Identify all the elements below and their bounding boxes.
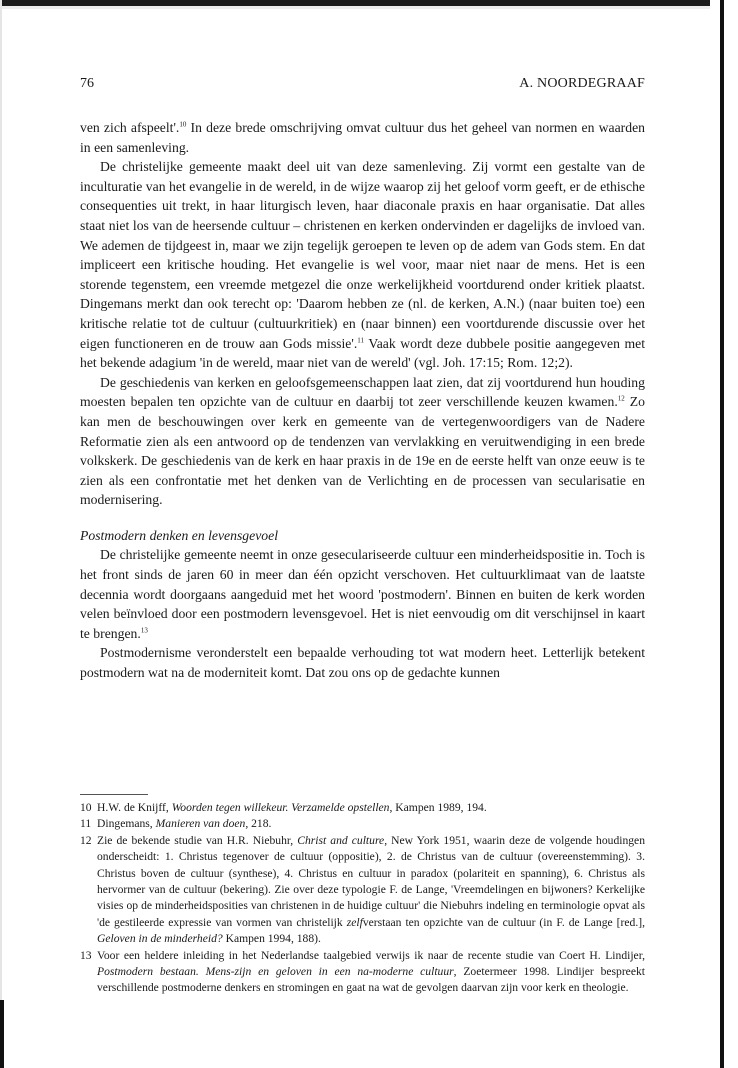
scan-border-left — [0, 0, 2, 1068]
body-text — [80, 118, 645, 683]
footnote-12-text-c: verstaan ten opzichte van de cultuur (in F. de Lange [red.], — [362, 915, 645, 929]
footnote-text — [97, 800, 645, 816]
footnote-12 — [80, 833, 645, 948]
page-header — [80, 76, 645, 96]
footnote-ref-11: 11 — [357, 335, 365, 344]
paragraph-3 — [80, 373, 645, 510]
scan-border-top-gap — [0, 6, 738, 9]
footnote-12-title-2: Geloven in de minderheid? — [97, 932, 223, 946]
footnote-13-text-a: Voor een heldere inleiding in het Nederlandse taalgebied verwijs ik naar de recente studie van Coert H. Lindijer, — [97, 948, 645, 962]
footnote-12-text-a: Zie de bekende studie van H.R. Niebuhr, — [97, 833, 298, 847]
footnote-10-text-b: , Kampen 1989, 194. — [389, 801, 487, 814]
footnote-text — [97, 816, 645, 832]
paragraph-1 — [80, 118, 645, 157]
paragraph-1-text-b: In deze brede omschrijving omvat cultuur dus het geheel van normen en waarden in een samenleving. — [80, 120, 645, 155]
paragraph-1-text-a: ven zich afspeelt'. — [80, 120, 180, 135]
footnote-number: 10 — [80, 801, 92, 814]
footnote-12-italic: zelf — [346, 915, 363, 929]
footnote-number: 11 — [80, 817, 92, 831]
footnote-13 — [80, 948, 645, 997]
footnote-10 — [80, 800, 645, 816]
footnote-12-title: Christ and culture — [297, 833, 385, 847]
footnote-11-text-b: , 218. — [245, 817, 272, 831]
paragraph-4 — [80, 545, 645, 643]
footnote-12-text-d: Kampen 1994, 188). — [222, 932, 321, 946]
footnote-text — [97, 948, 645, 997]
footnote-11-text-a: Dingemans, — [97, 817, 156, 831]
paragraph-3-text-a: De geschiedenis van kerken en geloofsgemeenschappen laat zien, dat zij voortdurend hun houding moesten bepalen ten opzichte van de cultuur en daarbij tot zeer verschillende keuzen kwamen. — [80, 374, 645, 410]
footnote-11-title: Manieren van doen — [155, 817, 246, 831]
footnote-ref-10: 10 — [179, 120, 187, 129]
footnote-number: 12 — [80, 833, 92, 847]
footnote-ref-12: 12 — [617, 394, 625, 403]
footnote-13-text-b: , Zoetermeer 1998. Lindijer bespreekt verschillende postmoderne denkers en stromingen en gaat na wat de gevolgen daarvan zijn voor kerk en theologie. — [97, 965, 645, 995]
footnotes — [80, 800, 645, 997]
footnote-13-title: Postmodern bestaan. Mens-zijn en geloven in een na-moderne cultuur — [97, 965, 454, 979]
paragraph-2-text-a: De christelijke gemeente maakt deel uit van deze samenleving. Zij vormt een gestalte van de inculturatie van het evangelie in de wereld, in de wijze waarop zij het geloof vorm geeft, er de ethische consequenties uit trekt, in haar liturgisch leven, haar diaconale praxis en haar organisatie. Dat alles staat niet los van de heersende cultuur – christenen en kerken ondervinden er dagelijks de invloed van. We ademen de tijdgeest in, maar we zijn tegelijk geroepen te leven op de adem van Gods stem. En dat impliceert een kritische houding. Het evangelie is wel voor, maar niet naar de mens. Het is een storende tegenstem, een vreemde metgezel die onze werkelijkheid voortdurend onder kritiek plaatst. Dingemans merkt dan ook terecht op: 'Daarom hebben ze (nl. de kerken, A.N.) (naar buiten toe) een kritische relatie tot de cultuur (cultuurkritiek) en (naar binnen) een voortdurende discussie over het eigen functioneren en de trouw aan Gods missie'. — [80, 159, 645, 351]
paragraph-2 — [80, 157, 645, 373]
paragraph-2-text-b: Vaak wordt deze dubbele positie aangegeven met het bekende adagium 'in de wereld, maar niet van de wereld' (vgl. Joh. 17:15; Rom. 12;2). — [80, 335, 645, 371]
footnote-11 — [80, 816, 645, 832]
running-head: A. NOORDEGRAAF — [519, 76, 645, 91]
footnote-10-text-a: H.W. de Knijff, — [97, 801, 172, 814]
footnote-number: 13 — [80, 948, 92, 962]
footnote-ref-13: 13 — [140, 626, 148, 635]
scan-mark-bottom-left — [0, 1000, 28, 1068]
footnote-10-title: Woorden tegen willekeur. Verzamelde opstellen — [171, 801, 390, 814]
scan-border-right — [710, 0, 738, 1068]
section-heading: Postmodern denken en levensgevoel — [80, 527, 279, 543]
page-number: 76 — [80, 76, 94, 91]
paragraph-4-text: De christelijke gemeente neemt in onze geseculariseerde cultuur een minderheidspositie in. Toch is het front sinds de jaren 60 in meer dan één opzicht verschoven. Het cultuurklimaat van de laatste decennia wordt doorgaans aangeduid met het woord 'postmodern'. Binnen en buiten de kerk worden velen beïnvloed door een postmodern levensgevoel. Het is niet eenvoudig om dit verschijnsel in kaart te brengen. — [80, 547, 645, 641]
footnote-12-text-b: , New York 1951, waarin deze de volgende houdingen onderscheidt: 1. Christus tegenover de cultuur (oppositie), 2. de Christus van de cultuur (overeenstemming). 3. Christus boven de cultuur (synthese), 4. Christus en cultuur in paradox (polariteit en spanning), 6. Christus als hervormer van de cultuur (bekering). Zie over deze typologie F. de Lange, 'Vreemdelingen en bijwoners? Kerkelijke visies op de minderheidsposities van christenen in de huidige cultuur' die Niebuhrs indeling en terminologie opvat als 'de gestileerde expressie van vormen van christelijk — [97, 833, 645, 929]
paragraph-3-text-b: Zo kan men de beschouwingen over kerk en gemeente van de vertegenwoordigers van de Nadere Reformatie zien als een antwoord op de tendenzen van vervlakking en veruitwendiging in een brede volkskerk. De geschiedenis van de kerk en haar praxis in de 19e en de eerste helft van onze eeuw is te zien als een confrontatie met het denken van de Verlichting en de processen van secularisatie en modernisering. — [80, 394, 645, 508]
footnote-rule — [80, 794, 148, 795]
paragraph-5: Postmodernisme veronderstelt een bepaalde verhouding tot wat modern heet. Letterlijk betekent postmodern wat na de moderniteit komt. Dat zou ons op de gedachte kunnen — [80, 645, 645, 681]
footnote-text — [97, 833, 645, 948]
